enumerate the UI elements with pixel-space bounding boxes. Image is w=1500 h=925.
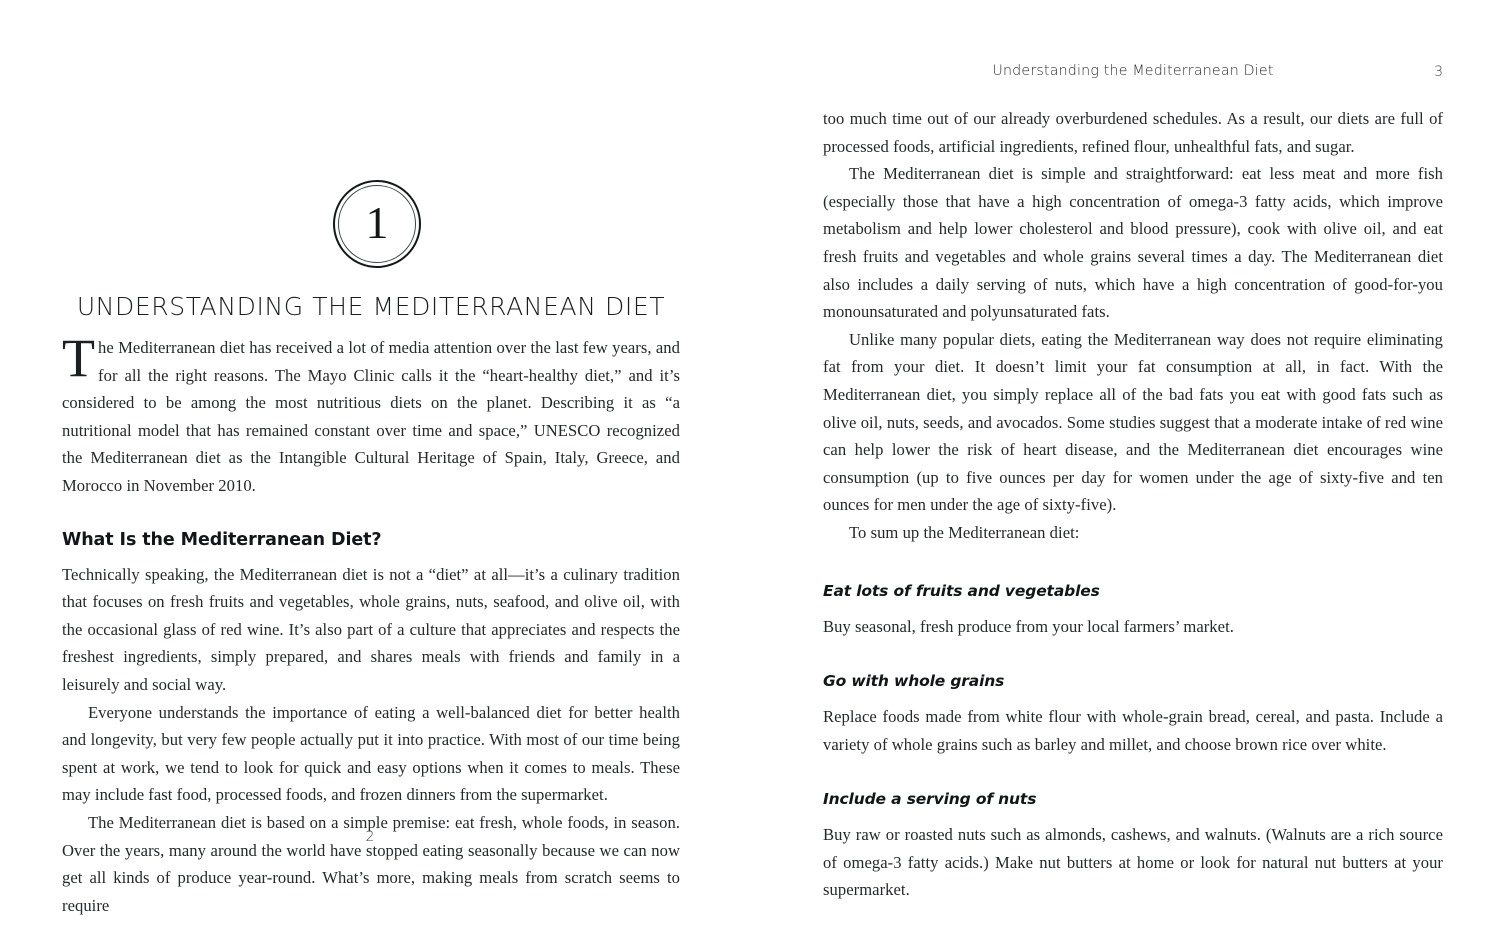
paragraph: Unlike many popular diets, eating the Mediterranean way does not require eliminating fat from your diet. It doesn’t limit your fat consumption at all, in fact. With the Mediterranean diet, you simply replace all of the bad fats you eat with good fats such as olive oil, nuts, seeds, and avocados. Some studies suggest that a moderate intake of red wine can help lower the risk of heart disease, and the Mediterranean diet encourages wine consumption (up to five ounces per day for women under the age of sixty-five and ten ounces for men under the age of sixty-five). — [823, 329, 1443, 515]
chapter-number: 1 — [365, 196, 389, 248]
list-item — [823, 582, 1443, 641]
tip-body: Buy raw or roasted nuts such as almonds, cashews, and walnuts. (Walnuts are a rich source of omega-3 fatty acids.) Make nut butters at home or look for natural nut butters at your supermarket. — [823, 825, 1443, 900]
page-number-verso: 2 — [365, 829, 375, 845]
running-head: Understanding the Mediterranean Diet — [992, 63, 1274, 79]
diet-summary-list — [823, 582, 1443, 905]
chapter-number-medallion — [333, 180, 421, 268]
chapter-title: UNDERSTANDING THE MEDITERRANEAN DIET — [76, 291, 666, 321]
paragraph: Everyone understands the importance of eating a well-balanced diet for better health and longevity, but very few people actually put it into practice. With most of our time being spent at work, we tend to look for quick and easy options when it comes to meals. These may include fast food, processed foods, and frozen dinners from the supermarket. — [62, 702, 680, 805]
opening-paragraph — [62, 328, 680, 500]
paragraph: The Mediterranean diet is simple and straightforward: eat less meat and more fish (especially those that have a high concentration of omega-3 fatty acids, which improve metabolism and help lower cholesterol and blood pressure), cook with olive oil, and eat fresh fruits and vegetables and whole grains several times a day. The Mediterranean diet also includes a daily serving of nuts, which have a high concentration of good-for-you monounsaturated and polyunsaturated fats. — [823, 164, 1443, 322]
page-number-recto: 3 — [1434, 64, 1443, 80]
tip-body: Replace foods made from white flour with whole-grain bread, cereal, and pasta. Include a variety of whole grains such as barley and millet, and choose brown rice over white. — [823, 707, 1443, 754]
tip-body: Buy seasonal, fresh produce from your local farmers’ market. — [823, 616, 1234, 636]
tip-heading: Eat lots of fruits and vegetables — [823, 581, 1100, 600]
paragraph: The Mediterranean diet is based on a simple premise: eat fresh, whole foods, in season. Over the years, many around the world have stopped eating seasonally because we can now get all kinds of produce year-round. What’s more, making meals from scratch seems to require — [62, 812, 680, 915]
tip-heading: Go with whole grains — [823, 672, 1005, 691]
recto-text-column — [823, 105, 1443, 904]
list-item — [823, 672, 1443, 758]
opening-paragraph-text: he Mediterranean diet has received a lot of media attention over the last few years, and for all the right reasons. The Mayo Clinic calls it the “heart-healthy diet,” and it’s considered to be among the most nutritious diets on the planet. Describing it as “a nutritional model that has remained constant over time and space,” UNESCO recognized the Mediterranean diet as the Intangible Cultural Heritage of Spain, Italy, Greece, and Morocco in November 2010. — [62, 338, 680, 495]
tip-heading: Include a serving of nuts — [823, 790, 1037, 809]
paragraph: Technically speaking, the Mediterranean diet is not a “diet” at all—it’s a culinary tradition that focuses on fresh fruits and vegetables, whole grains, nuts, seafood, and olive oil, with the occasional glass of red wine. It’s also part of a culture that appreciates and respects the freshest ingredients, simply prepared, and shares meals with friends and family in a leisurely and social way. — [62, 564, 680, 694]
paragraph: too much time out of our already overburdened schedules. As a result, our diets are full of processed foods, artificial ingredients, refined flour, unhealthful fats, and sugar. — [823, 109, 1443, 156]
drop-cap: T — [62, 328, 96, 388]
paragraph: To sum up the Mediterranean diet: — [849, 522, 1080, 542]
section-heading-what-is-the-mediterranean-diet: What Is the Mediterranean Diet? — [62, 529, 382, 550]
list-item — [823, 790, 1443, 904]
